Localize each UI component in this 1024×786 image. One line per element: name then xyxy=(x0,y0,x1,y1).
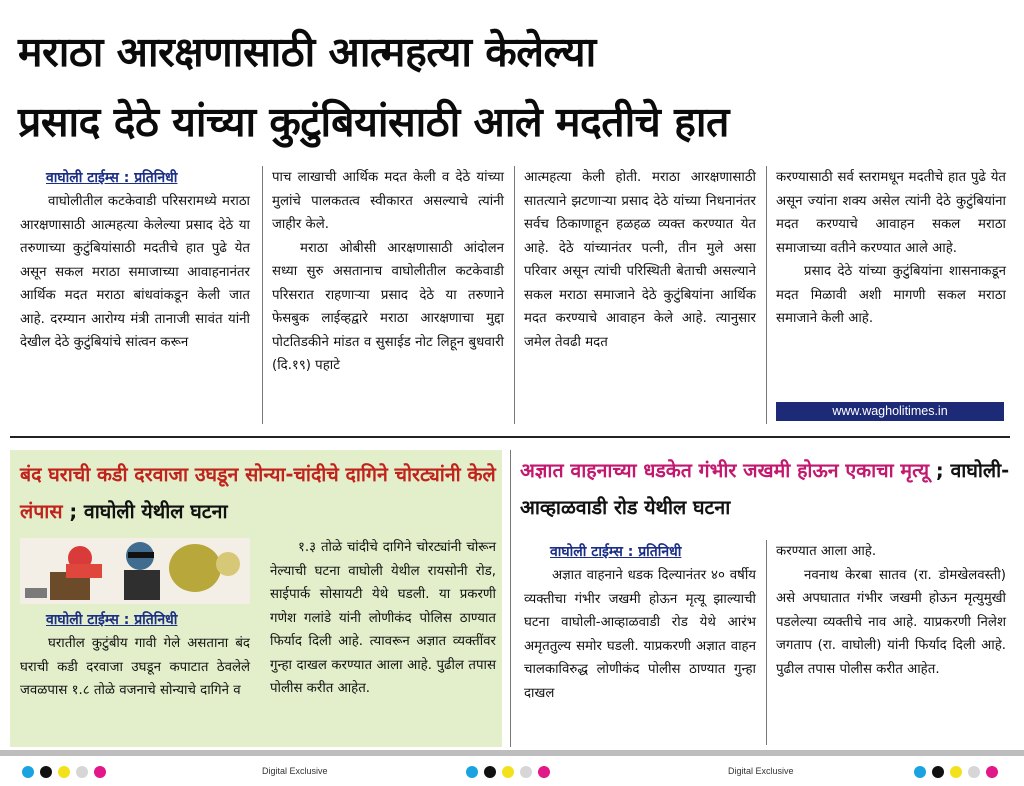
story2-headline xyxy=(20,456,500,530)
story1-col3-para-0: आत्महत्या केली होती. मराठा आरक्षणासाठी सातत्याने झटणाऱ्या प्रसाद देठे यांच्या निधनानंतर सर्वच ठिकाणाहून हळहळ व्यक्त करण्यात येत आहे. देठे यांच्यानंतर पत्नी, तीन मुले असा परिवार असून त्यांची परिस्थिती बेताची असल्याने सकल मराठा समाजाने देठे कुटुंबियांना आर्थिक मदत करण्याचे आवाहन केले आहे. त्यानुसार जमेल तेवढी मदत xyxy=(524,170,756,350)
main-headline-line1: मराठा आरक्षणासाठी आत्महत्या केलेल्या xyxy=(18,28,596,76)
story2-byline: वाघोली टाईम्स : प्रतिनिधी xyxy=(46,612,178,628)
section-separator xyxy=(10,436,1010,438)
black-dot-icon xyxy=(932,766,944,778)
color-registration-dots xyxy=(466,766,550,778)
column-divider xyxy=(766,166,767,424)
story3-col1-para-0: अज्ञात वाहनाने धडक दिल्यानंतर ४० वर्षीय व्यक्तीचा गंभीर जखमी होऊन मृत्यू झाल्याची घटना वाघोली-आव्हाळवाडी रोड येथे आरंभ अमृततुल्य समोर घडली. याप्रकरणी अज्ञात वाहन चालकाविरुद्ध लोणीकंद पोलीस ठाण्यात गुन्हा दाखल xyxy=(524,568,756,701)
digital-exclusive-label: Digital Exclusive xyxy=(262,766,328,776)
story-divider xyxy=(510,450,511,747)
yellow-dot-icon xyxy=(950,766,962,778)
cyan-dot-icon xyxy=(914,766,926,778)
story3-col2-para-0: करण्यात आला आहे. xyxy=(776,544,877,559)
story2-col1 xyxy=(20,608,250,703)
burglar-illustration xyxy=(20,538,250,604)
story3-col1 xyxy=(524,540,756,705)
color-registration-dots xyxy=(22,766,106,778)
story1-col4-para-0: करण्यासाठी सर्व स्तरामधून मदतीचे हात पुढे येत असून ज्यांना शक्य असेल त्यांनी देठे कुटुंबियांना मदत करण्याचे आवाहन सकल मराठा समाजाच्या वतीने करण्यात आले आहे. xyxy=(776,170,1006,256)
yellow-dot-icon xyxy=(58,766,70,778)
story2-headline-main: बंद घराची कडी दरवाजा उघडून सोन्या-चांदीचे दागिने चोरट्यांनी केले लंपास xyxy=(20,463,496,523)
grey-dot-icon xyxy=(968,766,980,778)
story1-col3 xyxy=(524,166,756,354)
magenta-dot-icon xyxy=(986,766,998,778)
story3-col2 xyxy=(776,540,1006,681)
black-dot-icon xyxy=(484,766,496,778)
column-divider xyxy=(514,166,515,424)
yellow-dot-icon xyxy=(502,766,514,778)
story3-headline xyxy=(520,452,1010,526)
story1-byline: वाघोली टाईम्स : प्रतिनिधी xyxy=(46,170,178,186)
grey-dot-icon xyxy=(520,766,532,778)
story3-headline-tail: ; वाघोली-आव्हाळवाडी रोड येथील घटना xyxy=(520,459,1010,519)
story1-col1-para-0: वाघोलीतील कटकेवाडी परिसरामध्ये मराठा आरक्षणासाठी आत्महत्या केलेल्या प्रसाद देठे या तरुणाच्या कुटुंबियांसाठी मदतीचे हात पुढे येत असून सकल मराठा समाजाच्या आवाहनानंतर आर्थिक मदत मराठा बांधवांकडून केली जात आहे. दरम्यान आरोग्य मंत्री तानाजी सावंत यांनी देखील देठे कुटुंबियांचे सांत्वन करून xyxy=(20,194,250,350)
grey-dot-icon xyxy=(76,766,88,778)
website-url-bar: www.wagholitimes.in xyxy=(776,402,1004,421)
magenta-dot-icon xyxy=(538,766,550,778)
story1-col4 xyxy=(776,166,1006,331)
story1-col4-para-1: प्रसाद देठे यांच्या कुटुंबियांना शासनाकडून मदत मिळावी अशी मागणी सकल मराठा समाजाने केली आहे. xyxy=(776,264,1006,326)
story2-headline-tail: ; वाघोली येथील घटना xyxy=(62,500,228,523)
color-registration-dots xyxy=(914,766,998,778)
story1-col1 xyxy=(20,166,250,355)
story3-byline: वाघोली टाईम्स : प्रतिनिधी xyxy=(550,544,682,560)
cyan-dot-icon xyxy=(22,766,34,778)
burglar-icon xyxy=(20,538,250,604)
story1-col2-para-1: मराठा ओबीसी आरक्षणासाठी आंदोलन सध्या सुरु असतानाच वाघोलीतील कटकेवाडी परिसरात राहणाऱ्या प्रसाद देठे या तरुणाने फेसबुक लाईव्हद्वारे मराठा आरक्षणाचा मुद्दा पोटतिडकीने मांडत व सुसाईड नोट लिहून बुधवारी (दि.१९) पहाटे xyxy=(272,240,504,373)
story2-col2 xyxy=(270,536,496,701)
cyan-dot-icon xyxy=(466,766,478,778)
story2-box xyxy=(10,450,502,747)
story3-col2-para-1: नवनाथ केरबा सातव (रा. डोमखेलवस्ती) असे अपघातात गंभीर जखमी होऊन मृत्युमुखी पडलेल्या व्यक्तीचे नाव आहे. याप्रकरणी निलेश जगताप (रा. वाघोली) यांनी फिर्याद दिली आहे. पुढील तपास पोलीस करीत आहेत. xyxy=(776,567,1006,677)
story1-col2 xyxy=(272,166,504,378)
story2-col1-para-0: घरातील कुटुंबीय गावी गेले असताना बंद घराची कडी दरवाजा उघडून कपाटात ठेवलेले जवळपास १.८ तोळे वजनाचे सोन्याचे दागिने व xyxy=(20,636,250,698)
column-divider xyxy=(766,540,767,745)
story3-headline-main: अज्ञात वाहनाच्या धडकेत गंभीर जखमी होऊन एकाचा मृत्यू xyxy=(520,459,930,482)
digital-exclusive-label: Digital Exclusive xyxy=(728,766,794,776)
story2-col2-para-0: १.३ तोळे चांदीचे दागिने चोरट्यांनी चोरून नेल्याची घटना वाघोली येथील रायसोनी रोड, साईपार्क सोसायटी येथे घडली. या प्रकरणी गणेश गलांडे यांनी लोणीकंद पोलिस ठाण्यात फिर्याद दिली आहे. त्यावरून अज्ञात व्यक्तींवर गुन्हा दाखल करण्यात आला आहे. पुढील तपास पोलीस करीत आहेत. xyxy=(270,540,496,696)
story1-col2-para-0: पाच लाखाची आर्थिक मदत केली व देठे यांच्या मुलांचे पालकतत्व स्वीकारत असल्याचे त्यांनी जाहीर केले. xyxy=(272,170,504,232)
magenta-dot-icon xyxy=(94,766,106,778)
main-headline-line2: प्रसाद देठे यांच्या कुटुंबियांसाठी आले मदतीचे हात xyxy=(18,98,729,146)
bottom-bar xyxy=(0,750,1024,756)
black-dot-icon xyxy=(40,766,52,778)
column-divider xyxy=(262,166,263,424)
